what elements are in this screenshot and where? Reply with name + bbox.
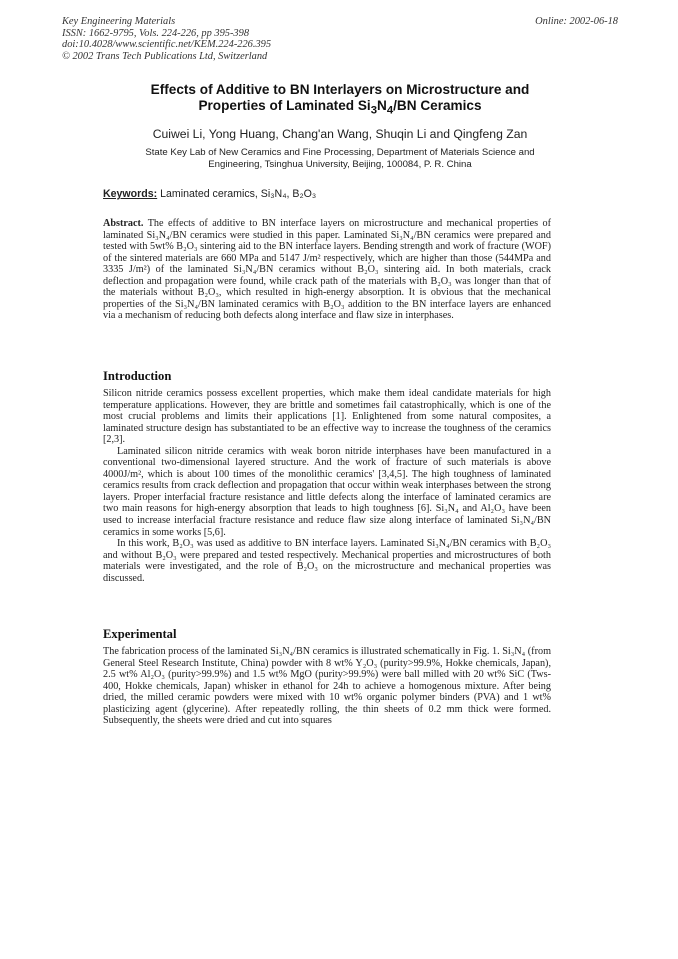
abstract-label: Abstract.	[103, 218, 144, 229]
issn-line: ISSN: 1662-9795, Vols. 224-226, pp 395-398	[62, 27, 250, 39]
journal-name: Key Engineering Materials	[62, 16, 176, 27]
introduction-section	[103, 388, 551, 584]
author-list: Cuiwei Li, Yong Huang, Chang'an Wang, Shuqin Li and Qingfeng Zan	[152, 127, 528, 141]
doi-line: doi:10.4028/www.scientific.net/KEM.224-226.395	[62, 39, 272, 51]
title-sub-1: 3	[370, 104, 377, 117]
title-line-1: Effects of Additive to BN Interlayers on Microstructure and	[150, 82, 530, 97]
experimental-section	[103, 646, 551, 727]
copyright-line: © 2002 Trans Tech Publications Ltd, Switzerland	[62, 50, 268, 62]
title-part-a: Properties of Laminated Si	[198, 98, 371, 113]
keywords-label: Keywords:	[103, 188, 158, 200]
title-line-2	[62, 98, 618, 119]
intro-paragraph-2: Laminated silicon nitride ceramics with weak boron nitride interphases have been manufactured in a conventional two-dimensional layered structure. And the work of fracture of such materials is above 4000J/m², which is about 100 times of the monolithic ceramics' [3,4,5]. The high toughness of laminated ceramics results from crack deflection and propagation that occur within weak interphases between the strong layers. Proper interfacial fracture resistance and little defects along the interface of laminated ceramics are two main reasons for high-energy absorption that leads to high toughness [6]. Si₃N₄ and Al₂O₃ have been used to increase interfacial fracture resistance and reduce flaw size along interface of laminated Si₃N₄/BN ceramics in some works [5,6].	[103, 445, 551, 538]
introduction-heading: Introduction	[103, 369, 172, 383]
title-sub-2: 4	[386, 104, 394, 117]
title-part-b: N	[377, 98, 387, 113]
affiliation	[62, 147, 618, 171]
affiliation-line-2: Engineering, Tsinghua University, Beijing, 100084, P. R. China	[208, 159, 472, 171]
affiliation-line-1: State Key Lab of New Ceramics and Fine Processing, Department of Materials Science and	[145, 147, 535, 158]
experimental-heading: Experimental	[103, 627, 177, 641]
abstract	[103, 218, 551, 322]
intro-paragraph-1: Silicon nitride ceramics possess excellent properties, which make them ideal candidate materials for high temperature applications. However, they are brittle and sometimes fail catastrophically, which is one of the most crucial problems and limits their applications [1]. Enlightened from some natural composites, a laminated structure design has substantiated to be an effective way to increase the toughness of the ceramics [2,3].	[103, 388, 551, 446]
journal-header	[62, 16, 618, 62]
title-part-c: /BN Ceramics	[393, 98, 482, 113]
abstract-text: The effects of additive to BN interface layers on microstructure and mechanical properties of laminated Si₃N₄/BN ceramics were studied in this paper. Laminated Si₃N₄/BN ceramics were prepared and tested with 5wt% B₂O₃ sintering aid to the BN interface layers. Bending strength and work of fracture (WOF) of the sintered materials are 660 MPa and 5147 J/m² respectively, which are higher than those (544MPa and 3335 J/m²) of the laminated Si₃N₄/BN ceramics without B₂O₃ sintering aid. In both materials, crack deflection and propagation were found, while crack path of the materials with B₂O₃ was longer than that of the materials without B₂O₃, which resulted in high-energy absorption. It is obvious that the mechanical properties of the Si₃N₄/BN laminated ceramics with B₂O₃ addition to the BN interface layers are enhanced via a mechanism of reducing both defects along interface and flaw size in interphases.	[103, 218, 551, 322]
experimental-paragraph-1: The fabrication process of the laminated Si₃N₄/BN ceramics is illustrated schematically in Fig. 1. Si₃N₄ (from General Steel Research Institute, China) powder with 8 wt% Y₂O₃ (purity>99.9%, Hokke chemicals, Japan), 2.5 wt% Al₂O₃ (purity>99.9%) and 1.5 wt% MgO (purity>99.9%) were ball milled with 20 wt% SiC (Tws-400, Hokke chemicals, Japan) whisker in ethanol for 24h to achieve a homogenous mixture. After being dried, the milled ceramic powders were mixed with 10 wt% organic polymer binders (PVA) and 1 wt% plasticizing agent (glycerine). After repeatedly rolling, the thin sheets of 0.2 mm thick were formed. Subsequently, the sheets were dried and cut into squares	[103, 646, 551, 727]
keywords	[103, 188, 563, 200]
keywords-text: Laminated ceramics, Si₃N₄, B₂O₃	[160, 188, 317, 200]
paper-title	[62, 82, 618, 119]
intro-paragraph-3: In this work, B₂O₃ was used as additive to BN interface layers. Laminated Si₃N₄/BN ceramics with B₂O₃ and without B₂O₃ were prepared and tested respectively. Mechanical properties and microstructures of both materials were investigated, and the role of B₂O₃ on the microstructure and mechanical properties was discussed.	[103, 538, 551, 584]
online-date: Online: 2002-06-18	[535, 16, 618, 27]
